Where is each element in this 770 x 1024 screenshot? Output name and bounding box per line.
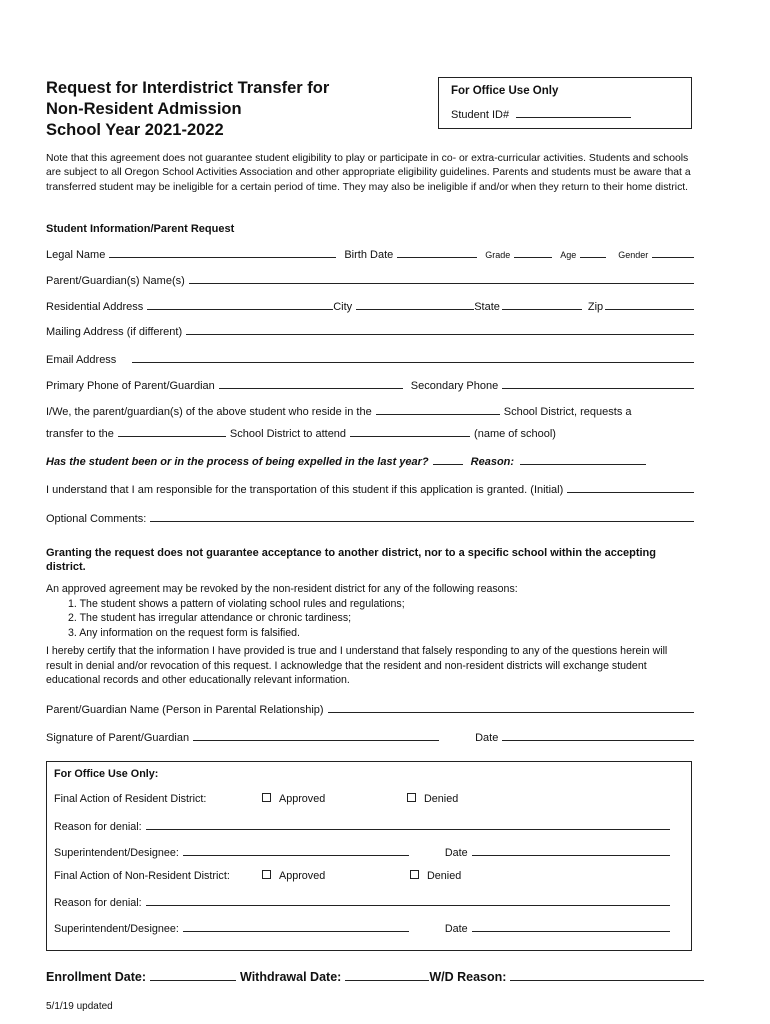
wd-reason-field[interactable] xyxy=(510,968,704,981)
email-field[interactable] xyxy=(132,352,694,363)
iwe-label: I/We, the parent/guardian(s) of the above student who reside in the xyxy=(46,406,372,418)
granting-heading: Granting the request does not guarantee acceptance to another district, nor to a specific school within the accepting district. xyxy=(46,547,656,573)
signature-row xyxy=(46,730,694,744)
resident-district-row xyxy=(46,404,694,418)
secondary-phone-field[interactable] xyxy=(502,378,694,389)
reason-field[interactable] xyxy=(520,454,646,465)
school-district-requests-label: School District, requests a xyxy=(503,406,632,418)
mailing-address-row xyxy=(46,324,694,338)
optional-comments-row xyxy=(46,511,694,525)
resident-date-label: Date xyxy=(444,847,468,859)
revoke-section xyxy=(46,582,696,640)
revoke-reason-1: 1. The student shows a pattern of violating school rules and regulations; xyxy=(68,597,405,610)
resident-reason-row xyxy=(54,819,670,833)
reason-label: Reason: xyxy=(470,456,515,468)
state-field[interactable] xyxy=(502,299,582,310)
parent-name-sign-row xyxy=(46,702,694,716)
nonresident-reason-row xyxy=(54,895,670,909)
title-line-1: Request for Interdistrict Transfer for xyxy=(46,79,330,97)
residential-address-row xyxy=(46,299,694,313)
transportation-row xyxy=(46,482,694,496)
zip-field[interactable] xyxy=(605,299,694,310)
revoke-intro: An approved agreement may be revoked by the non-resident district for any of the following reasons: xyxy=(46,583,518,595)
resident-action-row xyxy=(54,793,458,805)
nonresident-reason-field[interactable] xyxy=(146,895,670,906)
zip-label: Zip xyxy=(587,301,604,313)
resident-superintendent-field[interactable] xyxy=(183,845,409,856)
legal-name-label: Legal Name xyxy=(46,249,106,261)
student-id-row xyxy=(451,106,631,121)
resident-reason-field[interactable] xyxy=(146,819,670,830)
nonresident-superintendent-label: Superintendent/Designee: xyxy=(54,923,179,935)
state-label: State xyxy=(474,301,500,313)
mailing-address-label: Mailing Address (if different) xyxy=(46,326,183,338)
form-title xyxy=(46,78,329,141)
nonresident-denied-checkbox[interactable] xyxy=(410,870,419,879)
office-use-box-bottom xyxy=(46,761,692,951)
resident-approved-label: Approved xyxy=(279,793,326,805)
birth-date-field[interactable] xyxy=(397,247,477,258)
phone-row xyxy=(46,378,694,392)
resident-reason-label: Reason for denial: xyxy=(54,821,142,833)
expelled-question: Has the student been or in the process of being expelled in the last year? xyxy=(46,456,429,468)
updated-footer: 5/1/19 updated xyxy=(46,1001,113,1012)
office-use-box-top xyxy=(438,77,692,129)
birth-date-label: Birth Date xyxy=(344,249,394,261)
office-use-bottom-heading: For Office Use Only: xyxy=(54,768,159,780)
nonresident-superintendent-row xyxy=(54,921,670,935)
withdrawal-date-label: Withdrawal Date: xyxy=(240,970,342,984)
nonresident-approved-label: Approved xyxy=(279,870,326,882)
transportation-initial-field[interactable] xyxy=(567,482,694,493)
resident-date-field[interactable] xyxy=(472,845,670,856)
nonresident-reason-label: Reason for denial: xyxy=(54,897,142,909)
nonresident-date-label: Date xyxy=(444,923,468,935)
enrollment-date-field[interactable] xyxy=(150,968,236,981)
gender-label: Gender xyxy=(618,250,649,260)
email-label: Email Address xyxy=(46,354,117,366)
resident-approved-checkbox[interactable] xyxy=(262,793,271,802)
school-name-field[interactable] xyxy=(350,426,470,437)
residential-address-label: Residential Address xyxy=(46,301,144,313)
optional-comments-field[interactable] xyxy=(150,511,694,522)
parent-name-sign-label: Parent/Guardian Name (Person in Parental Relationship) xyxy=(46,704,324,716)
revoke-reason-3: 3. Any information on the request form is falsified. xyxy=(68,626,301,639)
primary-phone-label: Primary Phone of Parent/Guardian xyxy=(46,380,215,392)
resident-superintendent-label: Superintendent/Designee: xyxy=(54,847,179,859)
gender-field[interactable] xyxy=(652,247,694,258)
city-field[interactable] xyxy=(356,299,474,310)
office-use-heading: For Office Use Only xyxy=(451,85,559,97)
title-line-2: Non-Resident Admission xyxy=(46,100,242,118)
signature-date-label: Date xyxy=(475,732,499,744)
resident-district-field[interactable] xyxy=(376,404,500,415)
title-line-3: School Year 2021-2022 xyxy=(46,121,224,139)
student-info-heading: Student Information/Parent Request xyxy=(46,223,235,235)
parent-names-label: Parent/Guardian(s) Name(s) xyxy=(46,275,185,287)
name-of-school-label: (name of school) xyxy=(474,428,556,440)
transfer-district-field[interactable] xyxy=(118,426,226,437)
nonresident-approved-checkbox[interactable] xyxy=(262,870,271,879)
nonresident-action-row xyxy=(54,870,461,882)
transportation-label: I understand that I am responsible for the transportation of this student if this application is granted. (Initial) xyxy=(46,484,564,496)
mailing-address-field[interactable] xyxy=(186,324,694,335)
resident-action-label: Final Action of Resident District: xyxy=(54,793,207,805)
transfer-to-label: transfer to the xyxy=(46,428,114,440)
nonresident-denied-label: Denied xyxy=(427,870,462,882)
withdrawal-date-field[interactable] xyxy=(345,968,429,981)
grade-label: Grade xyxy=(485,250,511,260)
legal-name-row xyxy=(46,247,694,261)
eligibility-note: Note that this agreement does not guarantee student eligibility to play or participate in co- or extra-curricular activities. Students and schools are subject to all Oregon School Activities Association and other appropriate eligibility guidelines. Parents and students must be aware that a transferred student may be ineligible for a certain period of time. They may also be ineligible if and/or when they return to their home district. xyxy=(46,153,691,193)
legal-name-field[interactable] xyxy=(109,247,336,258)
signature-field[interactable] xyxy=(193,730,439,741)
secondary-phone-label: Secondary Phone xyxy=(410,380,499,392)
signature-label: Signature of Parent/Guardian xyxy=(46,732,190,744)
expelled-row xyxy=(46,454,694,468)
age-label: Age xyxy=(560,250,577,260)
grade-field[interactable] xyxy=(514,247,552,258)
certify-statement: I hereby certify that the information I have provided is true and I understand that falsely responding to any of the questions herein will result in denial and/or revocation of this request. I acknowledge that the resident and non-resident districts will exchange student educational records and other educationally relevant information. xyxy=(46,645,668,687)
student-id-label: Student ID# xyxy=(451,109,510,121)
nonresident-date-field[interactable] xyxy=(472,921,670,932)
email-row xyxy=(46,352,694,366)
resident-superintendent-row xyxy=(54,845,670,859)
signature-date-field[interactable] xyxy=(502,730,694,741)
transfer-row xyxy=(46,426,694,440)
nonresident-superintendent-field[interactable] xyxy=(183,921,409,932)
student-id-field[interactable] xyxy=(516,106,631,118)
enrollment-row xyxy=(46,968,704,984)
expelled-answer-field[interactable] xyxy=(433,454,463,465)
age-field[interactable] xyxy=(580,247,606,258)
parent-names-field[interactable] xyxy=(189,273,694,284)
enrollment-date-label: Enrollment Date: xyxy=(46,970,147,984)
nonresident-action-label: Final Action of Non-Resident District: xyxy=(54,870,230,882)
resident-denied-label: Denied xyxy=(424,793,459,805)
school-district-attend-label: School District to attend xyxy=(229,428,347,440)
resident-denied-checkbox[interactable] xyxy=(407,793,416,802)
parent-name-sign-field[interactable] xyxy=(328,702,694,713)
city-label: City xyxy=(333,301,353,313)
wd-reason-label: W/D Reason: xyxy=(429,970,507,984)
parent-names-row xyxy=(46,273,694,287)
residential-address-field[interactable] xyxy=(147,299,333,310)
optional-comments-label: Optional Comments: xyxy=(46,513,147,525)
primary-phone-field[interactable] xyxy=(219,378,403,389)
revoke-reason-2: 2. The student has irregular attendance or chronic tardiness; xyxy=(68,612,352,625)
